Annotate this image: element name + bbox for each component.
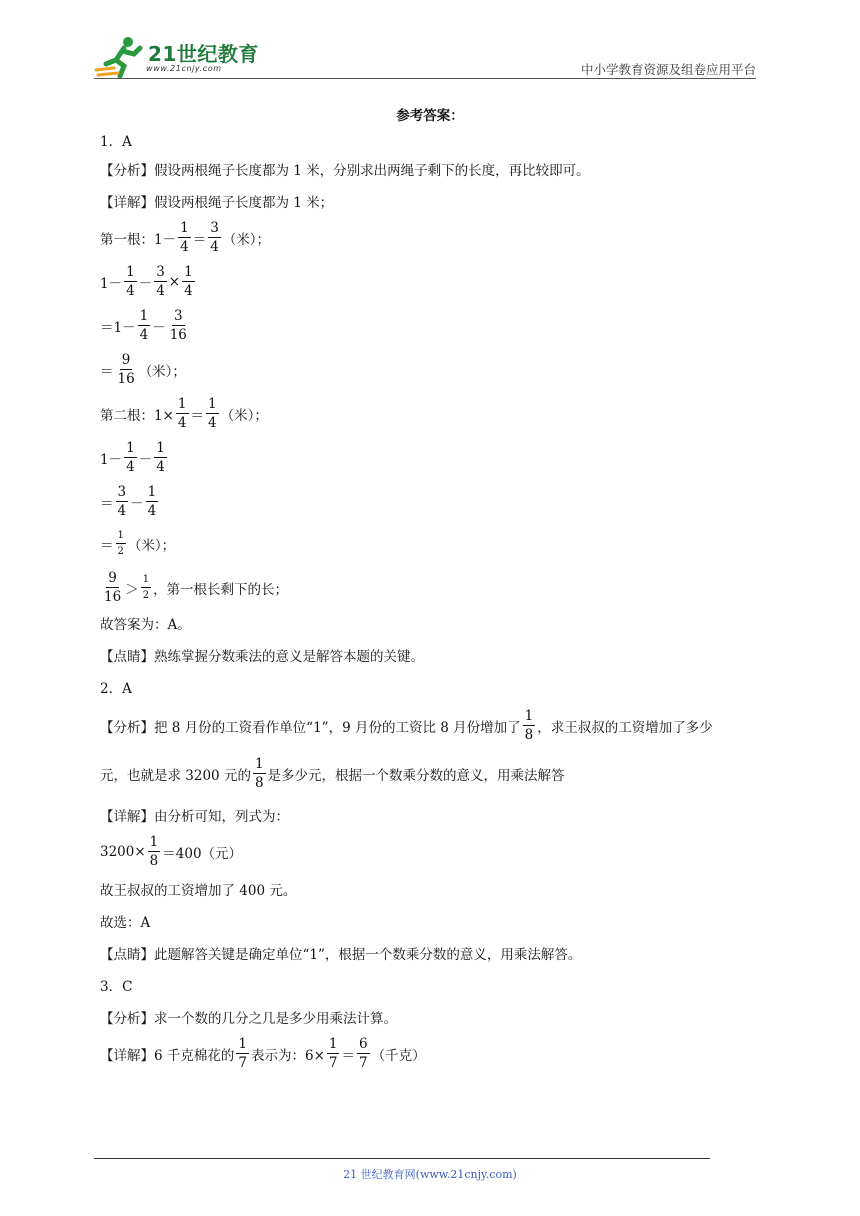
q2-analysis-line-2: 元，也就是求 3200 元的 $\frac{1}{8}$ 是多少元，根据一个数乘分数的意义，用乘法解答 — [100, 755, 565, 791]
q1-calc-line-3: ＝ $\frac{9}{16}$ （米）； — [100, 351, 186, 387]
q3-analysis: 【分析】求一个数的几分之几是多少用乘法计算。 — [100, 1011, 397, 1027]
answer-content — [100, 128, 760, 1074]
q2-answer: 故选：A — [100, 915, 151, 931]
q1-second-rope-line: 第二根：1× $\frac{1}{4}$ ＝ $\frac{1}{4}$ （米）； — [100, 395, 268, 431]
q1-calc-line-4: 1－ $\frac{1}{4}$ － $\frac{1}{4}$ — [100, 439, 165, 475]
q1-calc-line-1: 1－ $\frac{1}{4}$ － $\frac{3}{4}$ × $\frac{1}{4}$ — [100, 263, 193, 299]
q1-first-rope-line: 第一根：1－ $\frac{1}{4}$ ＝ $\frac{3}{4}$ （米）； — [100, 219, 271, 255]
header-platform-text: 中小学教育资源及组卷应用平台 — [580, 62, 756, 77]
q2-number: 2．A — [100, 681, 132, 697]
page-title: 参考答案： — [396, 108, 464, 124]
q3-detail-line: 【详解】6 千克棉花的 $\frac{1}{7}$ 表示为：6× $\frac{1}{7}$ ＝ $\frac{6}{7}$ （千克） — [100, 1035, 426, 1071]
q1-analysis: 【分析】假设两根绳子长度都为 1 米，分别求出两绳子剩下的长度，再比较即可。 — [100, 163, 590, 179]
footer-link[interactable]: 21 世纪教育网(www.21cnjy.com) — [343, 1168, 517, 1181]
logo-url: www.21cnjy.com — [146, 64, 222, 73]
q2-comment: 【点睛】此题解答关键是确定单位“1”，根据一个数乘分数的意义，用乘法解答。 — [100, 947, 582, 963]
q1-answer: 故答案为：A。 — [100, 617, 191, 633]
running-man-icon — [94, 34, 150, 78]
q2-calc-line: 3200× $\frac{1}{8}$ ＝400（元） — [100, 833, 243, 869]
logo-text: 21世纪教育 — [148, 42, 259, 66]
q1-compare-line: $\frac{9}{16}$ ＞ $\frac{1}{2}$ ，第一根长剩下的长； — [104, 569, 289, 605]
header-divider — [94, 78, 756, 79]
q2-analysis-line-1: 【分析】把 8 月份的工资看作单位“1”，9 月份的工资比 8 月份增加了 $\frac{1}{8}$ ，求王叔叔的工资增加了多少 — [100, 707, 713, 743]
q1-calc-line-2: ＝1－ $\frac{1}{4}$ － $\frac{3}{16}$ — [100, 307, 187, 343]
q1-calc-line-5: ＝ $\frac{3}{4}$ － $\frac{1}{4}$ — [100, 483, 157, 519]
q2-detail: 【详解】由分析可知，列式为： — [100, 809, 289, 825]
site-logo — [94, 34, 264, 78]
q1-detail: 【详解】假设两根绳子长度都为 1 米； — [100, 195, 334, 211]
q2-conclusion: 故王叔叔的工资增加了 400 元。 — [100, 883, 297, 899]
q1-calc-line-6: ＝ $\frac{1}{2}$ （米）； — [100, 530, 176, 557]
q1-comment: 【点睛】熟练掌握分数乘法的意义是解答本题的关键。 — [100, 649, 424, 665]
q3-number: 3．C — [100, 979, 133, 995]
footer-divider — [94, 1158, 710, 1159]
q1-number: 1．A — [100, 134, 132, 150]
